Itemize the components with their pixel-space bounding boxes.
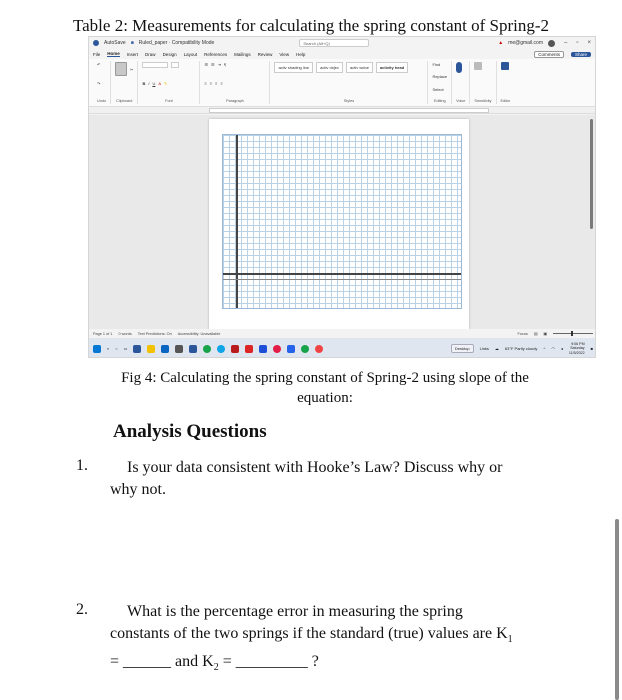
paste-icon[interactable]: [115, 62, 127, 76]
group-label: Sensitivity: [474, 99, 492, 103]
save-icon[interactable]: ■: [130, 40, 134, 46]
links-toolbar[interactable]: Links: [479, 346, 489, 351]
app-icon[interactable]: [273, 345, 281, 353]
font-color-icon[interactable]: A: [158, 81, 162, 86]
style-item[interactable]: activity head: [376, 62, 408, 73]
question-line: Is your data consistent with Hooke’s Law? Discuss why or: [127, 459, 503, 476]
accessibility-status[interactable]: Accessibility: Unavailable: [177, 331, 221, 336]
read-mode-icon[interactable]: ▤: [533, 332, 538, 336]
select-button[interactable]: Select: [432, 86, 444, 92]
share-button[interactable]: Share: [571, 52, 591, 57]
avatar[interactable]: [548, 40, 555, 47]
app-icon[interactable]: [301, 345, 309, 353]
taskbar: [89, 338, 596, 358]
store-icon[interactable]: [175, 345, 183, 353]
replace-button[interactable]: Replace: [432, 74, 448, 80]
clock[interactable]: [569, 342, 585, 356]
ribbon-group-voice: [452, 61, 470, 104]
undo-icon[interactable]: ↶: [97, 62, 101, 67]
microphone-icon[interactable]: [456, 62, 462, 73]
tab-draw[interactable]: Draw: [145, 51, 156, 57]
align-right-icon[interactable]: ≡: [215, 80, 218, 86]
graph-paper: [222, 134, 462, 309]
font-size-select[interactable]: [171, 62, 179, 68]
task-view-icon[interactable]: ○: [115, 346, 118, 351]
autosave-toggle[interactable]: AutoSave: [104, 40, 126, 46]
text-predictions-status[interactable]: Text Predictions: On: [137, 331, 172, 336]
app-icon[interactable]: [245, 345, 253, 353]
redo-icon[interactable]: ↷: [97, 80, 101, 86]
start-icon[interactable]: [93, 345, 101, 353]
group-label: Clipboard: [116, 99, 133, 103]
page-scrollbar[interactable]: [615, 519, 619, 700]
warning-icon: ▲: [498, 40, 504, 46]
document-page[interactable]: [209, 119, 469, 329]
ribbon-group-styles: [270, 61, 428, 104]
tab-layout[interactable]: Layout: [183, 51, 198, 57]
desktop-toolbar[interactable]: Desktop: [451, 344, 474, 353]
bold-icon[interactable]: B: [142, 81, 146, 86]
document-scrollbar[interactable]: [590, 119, 593, 229]
group-label: Styles: [343, 99, 355, 103]
file-explorer-icon[interactable]: [147, 345, 155, 353]
highlight-icon[interactable]: ✎: [164, 81, 168, 86]
zoom-slider[interactable]: [553, 333, 593, 334]
sensitivity-icon[interactable]: [474, 62, 482, 70]
question-number: 2.: [76, 601, 88, 618]
tab-design[interactable]: Design: [162, 51, 177, 57]
app-icon[interactable]: [259, 345, 267, 353]
align-center-icon[interactable]: ≡: [209, 80, 213, 86]
maximize-icon[interactable]: ▫: [576, 40, 579, 46]
style-item[interactable]: activ shading line: [274, 62, 313, 73]
word-logo-icon: [93, 40, 99, 46]
document-canvas: [89, 115, 596, 329]
ribbon-group-undo: [93, 61, 111, 104]
group-label: Editor: [500, 99, 511, 103]
question-line: What is the percentage error in measuring the spring: [127, 603, 463, 620]
question-number: 1.: [76, 457, 88, 474]
wifi-icon[interactable]: ◠: [551, 346, 555, 351]
app-icon[interactable]: [287, 345, 295, 353]
question-line: [110, 651, 570, 679]
edge-icon[interactable]: [189, 345, 197, 353]
editor-icon[interactable]: [501, 62, 509, 70]
widgets-icon[interactable]: ▭: [123, 346, 128, 351]
font-name-select[interactable]: [142, 62, 168, 68]
chevron-up-icon[interactable]: ^: [543, 346, 546, 351]
app-icon[interactable]: [217, 345, 225, 353]
question-line-text: = _________ ?: [218, 653, 319, 671]
document-title: Table 2: Measurements for calculating the spring constant of Spring-2: [72, 16, 550, 35]
question-text: [110, 601, 570, 679]
group-label: Font: [165, 99, 173, 103]
subscript: 1: [507, 634, 513, 646]
italic-icon[interactable]: I: [148, 81, 150, 86]
word-taskbar-icon[interactable]: [133, 345, 141, 353]
tab-file[interactable]: File: [93, 51, 101, 57]
x-axis-line: [223, 273, 461, 275]
question-line: why not.: [110, 481, 166, 498]
ribbon-group-editing: [428, 61, 452, 104]
chrome-icon[interactable]: [203, 345, 211, 353]
word-count: 0 words: [118, 331, 132, 336]
status-bar: [89, 329, 596, 338]
question-line-text: constants of the two springs if the standard (true) values are K: [110, 625, 508, 642]
minimize-icon[interactable]: –: [564, 40, 568, 46]
page-count: Page 1 of 1: [93, 331, 113, 336]
section-heading: Analysis Questions: [113, 421, 267, 442]
ribbon-group-sensitivity: [470, 61, 496, 104]
question-line-text: = ______ and K: [110, 653, 214, 671]
align-left-icon[interactable]: ≡: [204, 80, 207, 86]
app-icon[interactable]: [231, 345, 239, 353]
question-line: [110, 623, 570, 651]
account-name[interactable]: me@gmail.com: [508, 40, 543, 46]
find-button[interactable]: Find: [432, 62, 441, 67]
style-item[interactable]: activ wdoe: [346, 62, 373, 73]
ribbon-group-paragraph: [200, 61, 270, 104]
clock-day: Saturday: [570, 346, 585, 351]
caption-line: equation:: [297, 390, 353, 406]
volume-icon[interactable]: ◂: [560, 346, 563, 351]
tab-references[interactable]: References: [204, 51, 228, 57]
search-input[interactable]: Search (Alt+Q): [299, 39, 369, 47]
file-name: Ruled_paper · Compatibility Mode: [138, 40, 215, 46]
app-titlebar: [89, 37, 595, 49]
group-label: Undo: [97, 99, 107, 103]
figure-caption: [90, 368, 560, 408]
numbering-icon[interactable]: ☰: [211, 62, 215, 67]
clock-date: 11/5/2022: [568, 350, 585, 355]
group-label: Editing: [433, 98, 446, 103]
embedded-screenshot: [88, 36, 596, 358]
question-text: [110, 457, 550, 501]
ruler[interactable]: [89, 107, 595, 114]
tab-mailings[interactable]: Mailings: [234, 51, 251, 57]
group-label: Voice: [456, 99, 466, 103]
group-label: Paragraph: [226, 99, 244, 103]
ribbon-group-font: [138, 61, 200, 104]
style-item[interactable]: activ objec: [316, 62, 343, 73]
justify-icon[interactable]: ≡: [220, 80, 223, 86]
indent-icon[interactable]: ⇥: [217, 62, 221, 67]
ribbon-group-editor: [497, 61, 515, 104]
search-icon[interactable]: ⌕: [107, 346, 110, 351]
menu-bar: [89, 49, 595, 59]
cut-icon[interactable]: ✂: [130, 66, 134, 72]
weather-widget[interactable]: 63°F Partly cloudy: [504, 346, 538, 351]
tab-view[interactable]: View: [279, 51, 290, 57]
clock-time: 9:06 PM: [571, 341, 585, 346]
comments-button[interactable]: Comments: [534, 51, 564, 58]
y-axis-line: [236, 135, 238, 308]
bullets-icon[interactable]: ☰: [204, 62, 209, 67]
tab-help[interactable]: Help: [296, 51, 306, 57]
tab-home[interactable]: Home: [107, 51, 120, 56]
caption-line: Fig 4: Calculating the spring constant of Spring-2 using slope of the: [121, 370, 529, 386]
focus-button[interactable]: Focus: [517, 331, 528, 336]
subscript: 2: [213, 662, 219, 674]
underline-icon[interactable]: U: [152, 81, 156, 86]
tab-review[interactable]: Review: [257, 51, 273, 57]
x-axis-secondary-line: [223, 279, 461, 280]
mail-icon[interactable]: [161, 345, 169, 353]
close-icon[interactable]: ×: [587, 40, 591, 46]
print-layout-icon[interactable]: ▣: [543, 332, 547, 336]
app-icon[interactable]: [315, 345, 323, 353]
pilcrow-icon[interactable]: ¶: [223, 62, 227, 67]
weather-icon: ☁: [494, 346, 499, 351]
tab-insert[interactable]: Insert: [126, 51, 139, 57]
notification-icon[interactable]: ■: [590, 346, 593, 351]
ribbon: [89, 59, 595, 107]
ribbon-group-clipboard: [111, 61, 138, 104]
